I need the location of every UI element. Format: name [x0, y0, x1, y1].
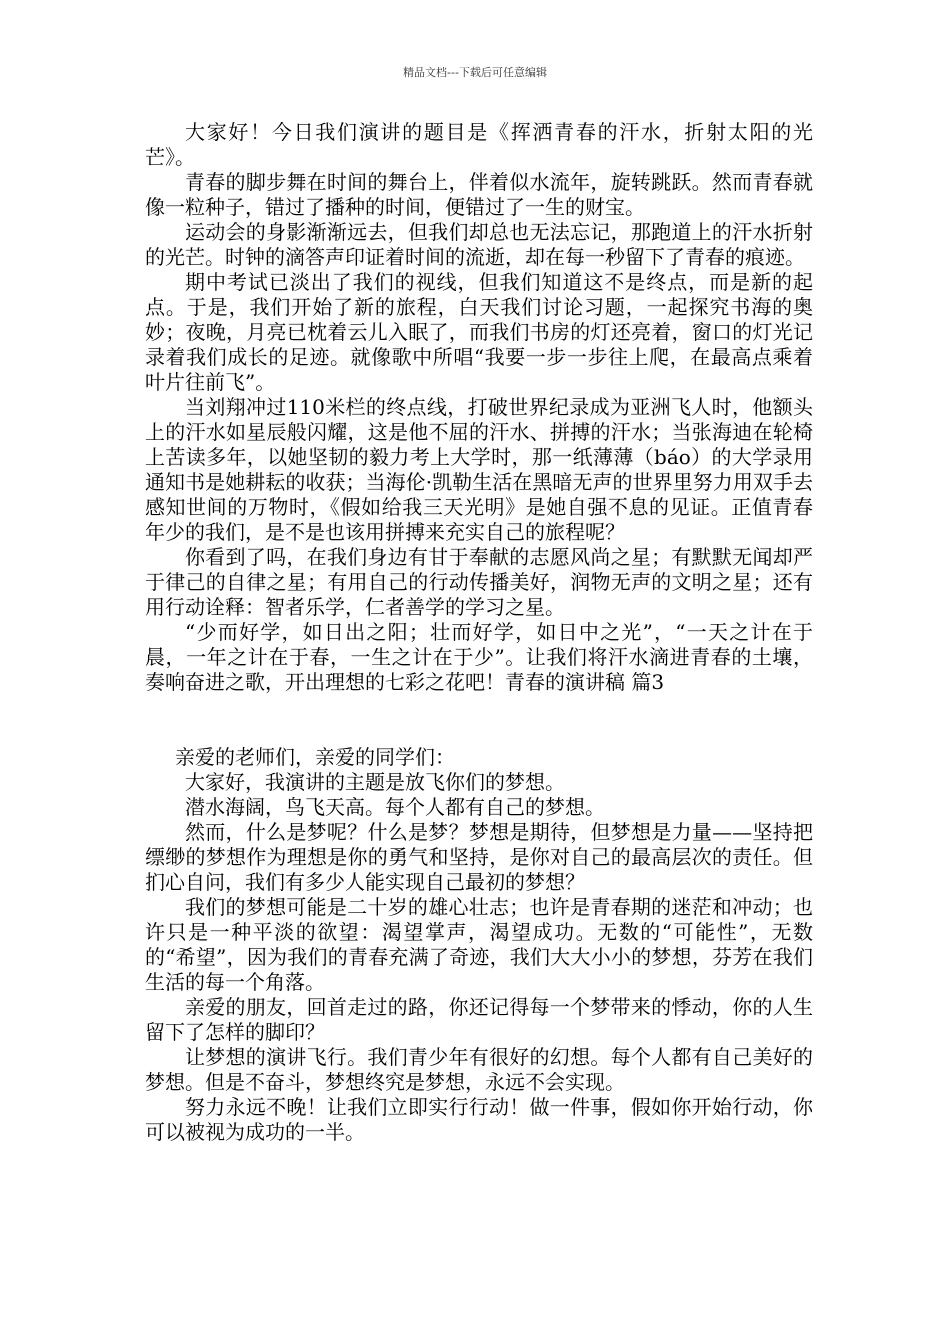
paragraph: 潜水海阔，鸟飞天高。每个人都有自己的梦想。	[185, 795, 605, 819]
paragraph: 然而，什么是梦呢？什么是梦？梦想是期待，但梦想是力量——坚持把缥缈的梦想作为理想是你的勇气和坚持，是你对自己的最高层次的责任。但扪心自问，我们有多少人能实现自己最初的梦想？	[145, 820, 813, 894]
section-gap	[145, 695, 813, 745]
paragraph: 你看到了吗，在我们身边有甘于奉献的志愿风尚之星；有默默无闻却严于律己的自律之星；有用自己的行动传播美好，润物无声的文明之星；还有用行动诠释：智者乐学，仁者善学的学习之星。	[145, 545, 813, 619]
paragraph: “少而好学，如日出之阳；壮而好学，如日中之光”，“一天之计在于晨，一年之计在于春，一生之计在于少”。让我们将汗水滴进青春的土壤，奏响奋进之歌，开出理想的七彩之花吧！青春的演讲稿 篇3	[145, 620, 813, 694]
paragraph: 青春的脚步舞在时间的舞台上，伴着似水流年，旋转跳跃。然而青春就像一粒种子，错过了播种的时间，便错过了一生的财宝。	[145, 170, 813, 219]
paragraph: 让梦想的演讲飞行。我们青少年有很好的幻想。每个人都有自己美好的梦想。但是不奋斗，梦想终究是梦想，永远不会实现。	[145, 1045, 813, 1094]
page-header: 精品文档---下载后可任意编辑	[403, 66, 547, 79]
paragraph: 运动会的身影渐渐远去，但我们却总也无法忘记，那跑道上的汗水折射的光芒。时钟的滴答声印证着时间的流逝，却在每一秒留下了青春的痕迹。	[145, 220, 813, 269]
paragraph: 当刘翔冲过110米栏的终点线，打破世界纪录成为亚洲飞人时，他额头上的汗水如星辰般闪耀，这是他不屈的汗水、拼搏的汗水；当张海迪在轮椅上苦读多年，以她坚韧的毅力考上大学时，那一纸薄薄（báo）的大学录用通知书是她耕耘的收获；当海伦·凯勒生活在黑暗无声的世界里努力用双手去感知世间的万物时，《假如给我三天光明》是她自强不息的见证。正值青春年少的我们，是不是也该用拼搏来充实自己的旅程呢？	[145, 395, 813, 544]
salutation: 亲爱的老师们，亲爱的同学们：	[175, 745, 455, 769]
paragraph: 亲爱的朋友，回首走过的路，你还记得每一个梦带来的悸动，你的人生留下了怎样的脚印？	[145, 995, 813, 1044]
paragraph: 期中考试已淡出了我们的视线，但我们知道这不是终点，而是新的起点。于是，我们开始了新的旅程，白天我们讨论习题，一起探究书海的奥妙；夜晚，月亮已枕着云儿入眠了，而我们书房的灯还亮着，窗口的灯光记录着我们成长的足迹。就像歌中所唱“我要一步一步往上爬，在最高点乘着叶片往前飞”。	[145, 270, 813, 394]
paragraph: 大家好！今日我们演讲的题目是《挥洒青春的汗水，折射太阳的光芒》。	[145, 120, 813, 169]
paragraph: 大家好，我演讲的主题是放飞你们的梦想。	[185, 770, 565, 794]
paragraph: 努力永远不晚！让我们立即实行行动！做一件事，假如你开始行动，你可以被视为成功的一半。	[145, 1095, 813, 1144]
document-body	[145, 120, 813, 1145]
paragraph: 我们的梦想可能是二十岁的雄心壮志；也许是青春期的迷茫和冲动；也许只是一种平淡的欲望：渴望掌声，渴望成功。无数的“可能性”，无数的“希望”，因为我们的青春充满了奇迹，我们大大小小的梦想，芬芳在我们生活的每一个角落。	[145, 895, 813, 994]
